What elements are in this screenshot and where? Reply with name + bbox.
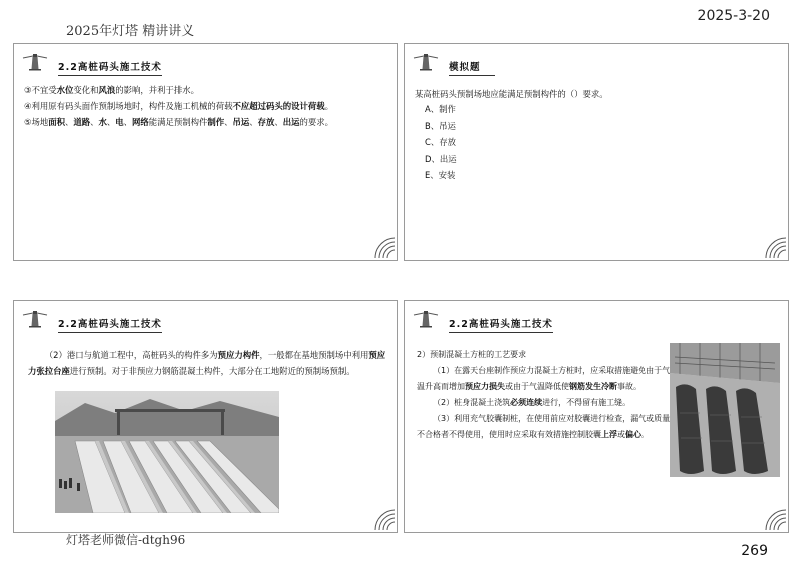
- question-text: 某高桩码头预制场地应能满足预制构件的（）要求。: [415, 89, 608, 99]
- slide-2: [404, 43, 789, 261]
- slide-title: 2.2高桩码头施工技术: [449, 316, 553, 333]
- handout-date: 2025-3-20: [697, 8, 770, 24]
- option-c: C、存放: [425, 137, 456, 147]
- lighthouse-logo-icon: [411, 49, 441, 79]
- corner-arc-decoration-icon: [369, 504, 395, 530]
- handout-title: 2025年灯塔 精讲讲义: [66, 24, 195, 39]
- point-5: ⑤场地面积、道路、水、电、网络能满足预制构件制作、吊运、存放、出运的要求。: [24, 117, 334, 127]
- item-2: （2）桩身混凝土浇筑必须连续进行，不得留有施工缝。: [433, 398, 631, 407]
- option-a: A、制作: [425, 104, 456, 114]
- corner-arc-decoration-icon: [760, 232, 786, 258]
- slide-title: 模拟题: [449, 59, 495, 76]
- slide-title: 2.2高桩码头施工技术: [58, 59, 162, 76]
- teacher-wechat: 灯塔老师微信-dtgh96: [66, 533, 186, 547]
- slide-body: [28, 347, 388, 379]
- option-b: B、吊运: [425, 120, 456, 131]
- point-3: ③不宜受水位变化和风浪的影响，并利于排水。: [24, 85, 200, 95]
- lighthouse-logo-icon: [411, 306, 441, 336]
- slide-1: [13, 43, 398, 261]
- slide-body: [417, 347, 673, 443]
- section-heading: 2）预制混凝土方桩的工艺要求: [417, 350, 527, 359]
- slide-title: 2.2高桩码头施工技术: [58, 316, 162, 333]
- corner-arc-decoration-icon: [369, 232, 395, 258]
- slide-body: [415, 86, 775, 185]
- point-4: ④利用原有码头面作预制场地时，构件及施工机械的荷载不应超过码头的设计荷载。: [24, 101, 334, 111]
- item-1: （1）在露天台座制作预应力混凝土方桩时，应采取措施避免由于气温升高而增加预应力损失或由于气温降低使钢筋发生冷断事故。: [417, 366, 671, 391]
- slide-3: [13, 300, 398, 533]
- slide-body: [24, 82, 389, 130]
- option-d: D、出运: [425, 153, 457, 164]
- option-e: E、安装: [425, 170, 456, 180]
- lighthouse-logo-icon: [20, 49, 50, 79]
- precast-yard-photo: [55, 391, 279, 513]
- airbag-pile-photo: [670, 343, 780, 477]
- page-number: 269: [741, 543, 768, 559]
- lighthouse-logo-icon: [20, 306, 50, 336]
- slide-4: [404, 300, 789, 533]
- paragraph: （2）港口与航道工程中，高桩码头的构件多为预应力构件，一般都在基地预制场中利用预应力张拉台座进行预制。对于非预应力钢筋混凝土构件，大部分在工地附近的预制场预制。: [28, 350, 386, 376]
- item-3: （3）利用充气胶囊制桩，在使用前应对胶囊进行检查，漏气或质量不合格者不得使用，使用时应采取有效措施控制胶囊上浮或偏心。: [417, 414, 671, 439]
- corner-arc-decoration-icon: [760, 504, 786, 530]
